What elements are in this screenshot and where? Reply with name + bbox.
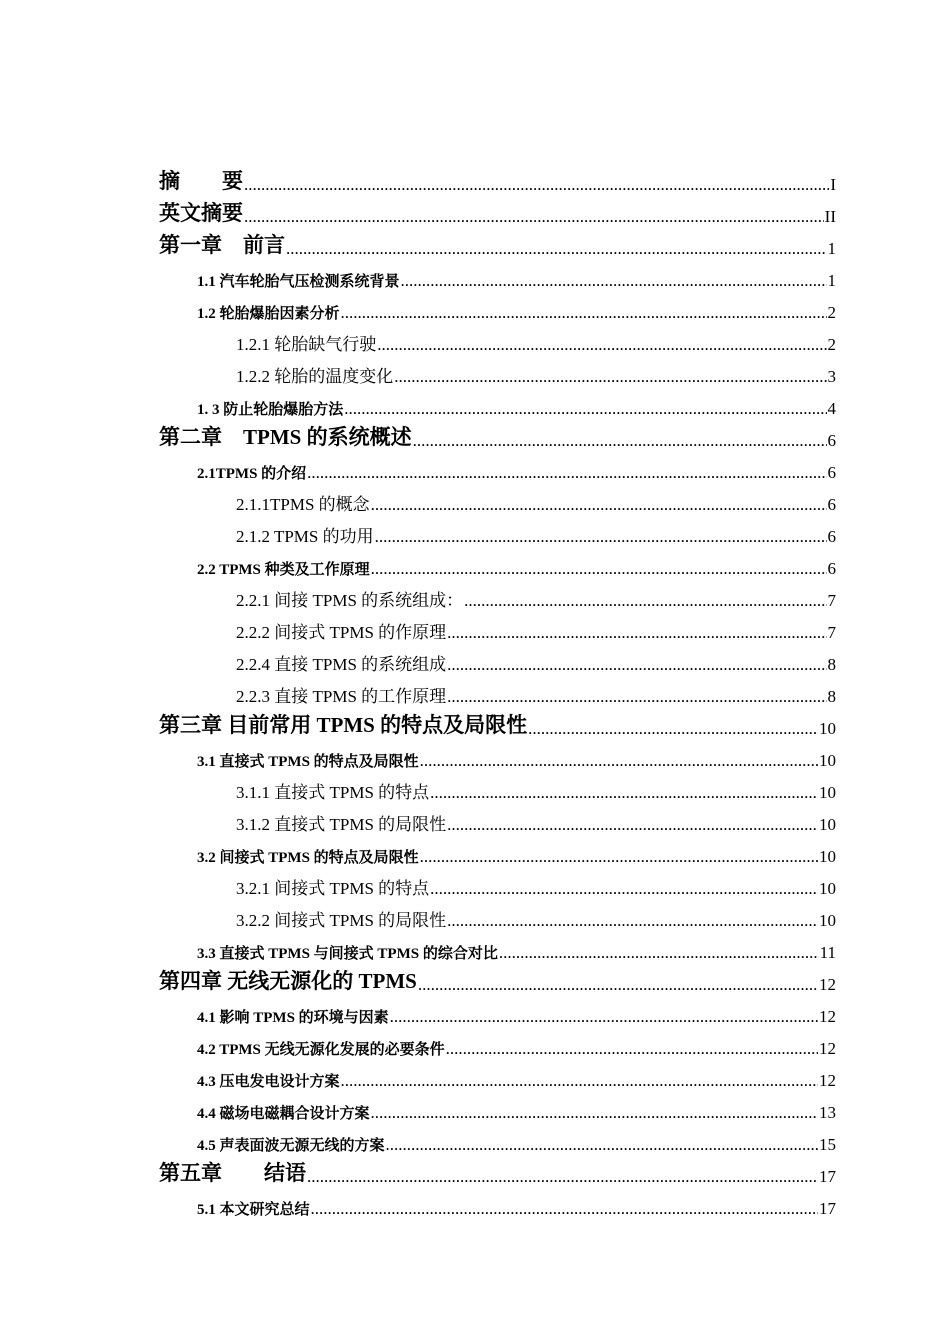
- toc-entry-page-number: 8: [827, 655, 836, 674]
- toc-entry-page-number: 10: [819, 719, 836, 738]
- toc-entry-title: 3.3 直接式 TPMS 与间接式 TPMS 的综合对比: [197, 946, 498, 962]
- toc-entry[interactable]: [159, 457, 836, 489]
- toc-entry-title: 2.1TPMS 的介绍: [197, 466, 307, 482]
- toc-entry-page-number: 10: [819, 911, 836, 930]
- dot-leader: [447, 911, 818, 931]
- dot-leader: [528, 719, 818, 739]
- toc-entry-page-number: 12: [819, 1039, 836, 1058]
- toc-entry-title: 第一章 前言: [159, 233, 285, 257]
- toc-entry-title: 4.2 TPMS 无线无源化发展的必要条件: [197, 1042, 445, 1058]
- dot-leader: [394, 367, 826, 387]
- dot-leader: [375, 527, 827, 547]
- toc-entry-page-number: 6: [827, 463, 836, 482]
- dot-leader: [341, 1071, 818, 1091]
- toc-entry[interactable]: [159, 361, 836, 393]
- toc-entry-page-number: 15: [819, 1135, 836, 1154]
- toc-entry-page-number: 10: [819, 815, 836, 834]
- toc-entry[interactable]: [159, 809, 836, 841]
- toc-entry-title: 英文摘要: [159, 201, 243, 225]
- dot-leader: [244, 207, 824, 227]
- toc-entry-title: 2.1.1TPMS 的概念: [236, 495, 370, 514]
- toc-entry-title: 1.2 轮胎爆胎因素分析: [197, 306, 340, 322]
- toc-entry-page-number: 12: [819, 975, 836, 994]
- toc-entry-title: 3.2.2 间接式 TPMS 的局限性: [236, 911, 447, 930]
- toc-entry[interactable]: [159, 169, 836, 201]
- toc-entry-page-number: 1: [827, 271, 836, 290]
- toc-entry[interactable]: [159, 425, 836, 457]
- toc-entry-page-number: 10: [819, 783, 836, 802]
- dot-leader: [447, 623, 826, 643]
- dot-leader: [499, 943, 819, 963]
- toc-entry-title: 1.2.2 轮胎的温度变化: [236, 367, 394, 386]
- toc-entry-page-number: 3: [827, 367, 836, 386]
- toc-entry-title: 4.3 压电发电设计方案: [197, 1074, 340, 1090]
- dot-leader: [447, 655, 826, 675]
- toc-entry-page-number: 11: [819, 943, 836, 962]
- toc-entry[interactable]: [159, 521, 836, 553]
- toc-entry-title: 第五章 结语: [159, 1161, 306, 1185]
- toc-entry-page-number: I: [830, 175, 836, 194]
- dot-leader: [420, 751, 818, 771]
- dot-leader: [390, 1007, 818, 1027]
- dot-leader: [344, 399, 826, 419]
- toc-entry-page-number: 8: [827, 687, 836, 706]
- toc-entry-title: 1.1 汽车轮胎气压检测系统背景: [197, 274, 400, 290]
- toc-entry-title: 3.1.2 直接式 TPMS 的局限性: [236, 815, 447, 834]
- toc-entry-page-number: 2: [827, 303, 836, 322]
- toc-entry[interactable]: [159, 1097, 836, 1129]
- toc-entry[interactable]: [159, 489, 836, 521]
- toc-entry-page-number: 10: [819, 879, 836, 898]
- dot-leader: [413, 431, 827, 451]
- dot-leader: [377, 335, 826, 355]
- toc-entry[interactable]: [159, 841, 836, 873]
- dot-leader: [464, 591, 826, 611]
- toc-entry-title: 第三章 目前常用 TPMS 的特点及局限性: [159, 713, 528, 737]
- toc-entry-page-number: 1: [827, 239, 836, 258]
- toc-entry[interactable]: [159, 1193, 836, 1225]
- toc-entry-page-number: 6: [827, 431, 836, 450]
- toc-entry-page-number: 13: [819, 1103, 836, 1122]
- toc-entry-title: 3.1.1 直接式 TPMS 的特点: [236, 783, 430, 802]
- toc-entry-page-number: 10: [819, 751, 836, 770]
- dot-leader: [401, 271, 827, 291]
- dot-leader: [447, 687, 826, 707]
- toc-entry-page-number: 4: [827, 399, 836, 418]
- dot-leader: [420, 847, 818, 867]
- toc-entry[interactable]: [159, 1161, 836, 1193]
- dot-leader: [371, 559, 827, 579]
- dot-leader: [430, 879, 818, 899]
- toc-entry[interactable]: [159, 873, 836, 905]
- toc-entry-title: 2.2 TPMS 种类及工作原理: [197, 562, 370, 578]
- toc-entry[interactable]: [159, 233, 836, 265]
- toc-entry[interactable]: [159, 777, 836, 809]
- dot-leader: [307, 1167, 818, 1187]
- toc-entry[interactable]: [159, 905, 836, 937]
- toc-entry[interactable]: [159, 585, 836, 617]
- toc-entry-title: 2.2.1 间接 TPMS 的系统组成：: [236, 591, 464, 610]
- toc-entry-page-number: 2: [827, 335, 836, 354]
- toc-entry-title: 2.1.2 TPMS 的功用: [236, 527, 374, 546]
- toc-entry[interactable]: [159, 713, 836, 745]
- toc-entry-title: 4.1 影响 TPMS 的环境与因素: [197, 1010, 389, 1026]
- toc-entry-page-number: 12: [819, 1007, 836, 1026]
- toc-entry[interactable]: [159, 969, 836, 1001]
- toc-entry[interactable]: [159, 553, 836, 585]
- toc-entry-page-number: 6: [827, 559, 836, 578]
- toc-entry-page-number: 17: [819, 1199, 836, 1218]
- dot-leader: [386, 1135, 818, 1155]
- toc-entry-title: 5.1 本文研究总结: [197, 1202, 310, 1218]
- toc-entry[interactable]: [159, 617, 836, 649]
- toc-entry[interactable]: [159, 1001, 836, 1033]
- toc-entry-title: 摘 要: [159, 169, 243, 193]
- table-of-contents: [159, 169, 836, 1225]
- toc-entry-title: 3.2.1 间接式 TPMS 的特点: [236, 879, 430, 898]
- toc-entry-page-number: 10: [819, 847, 836, 866]
- dot-leader: [371, 1103, 818, 1123]
- toc-entry[interactable]: [159, 265, 836, 297]
- toc-entry-title: 第二章 TPMS 的系统概述: [159, 425, 412, 449]
- dot-leader: [307, 463, 826, 483]
- toc-entry-page-number: 7: [827, 591, 836, 610]
- dot-leader: [341, 303, 827, 323]
- toc-entry-title: 1.2.1 轮胎缺气行驶: [236, 335, 377, 354]
- toc-entry-title: 1. 3 防止轮胎爆胎方法: [197, 402, 344, 418]
- toc-entry-page-number: 7: [827, 623, 836, 642]
- toc-entry-title: 3.1 直接式 TPMS 的特点及局限性: [197, 754, 419, 770]
- dot-leader: [286, 239, 827, 259]
- toc-entry[interactable]: [159, 1033, 836, 1065]
- toc-entry[interactable]: [159, 745, 836, 777]
- dot-leader: [311, 1199, 818, 1219]
- toc-entry-title: 2.2.2 间接式 TPMS 的作原理: [236, 623, 447, 642]
- toc-entry[interactable]: [159, 649, 836, 681]
- toc-entry[interactable]: [159, 297, 836, 329]
- toc-entry-title: 2.2.4 直接 TPMS 的系统组成: [236, 655, 447, 674]
- dot-leader: [430, 783, 818, 803]
- dot-leader: [446, 1039, 818, 1059]
- toc-entry-title: 2.2.3 直接 TPMS 的工作原理: [236, 687, 447, 706]
- toc-entry-title: 第四章 无线无源化的 TPMS: [159, 969, 417, 993]
- toc-entry-title: 4.4 磁场电磁耦合设计方案: [197, 1106, 370, 1122]
- dot-leader: [244, 175, 829, 195]
- toc-entry-page-number: 17: [819, 1167, 836, 1186]
- toc-entry[interactable]: [159, 1065, 836, 1097]
- toc-entry-page-number: 12: [819, 1071, 836, 1090]
- toc-entry-title: 3.2 间接式 TPMS 的特点及局限性: [197, 850, 419, 866]
- dot-leader: [418, 975, 818, 995]
- toc-entry-page-number: 6: [827, 495, 836, 514]
- toc-entry-title: 4.5 声表面波无源无线的方案: [197, 1138, 385, 1154]
- toc-entry[interactable]: [159, 329, 836, 361]
- toc-entry-page-number: 6: [827, 527, 836, 546]
- dot-leader: [447, 815, 818, 835]
- toc-entry-page-number: II: [824, 207, 836, 226]
- dot-leader: [371, 495, 827, 515]
